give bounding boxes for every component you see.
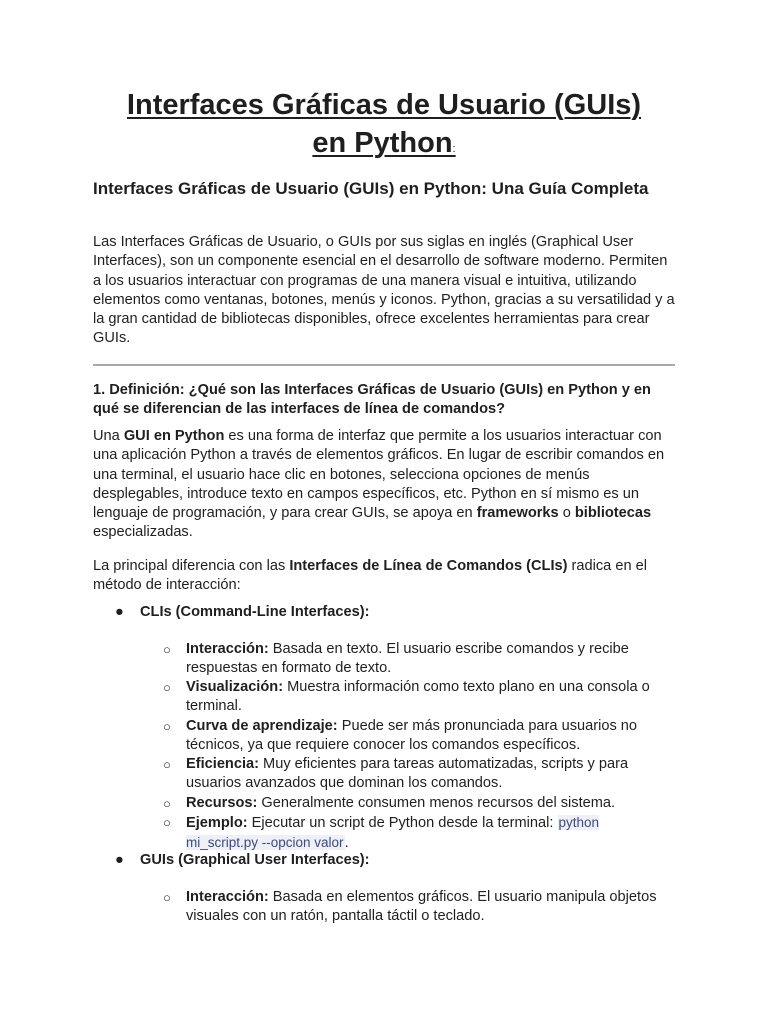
- title-line-2: en Python: [312, 127, 453, 159]
- def-bold-gui: GUI en Python: [123, 428, 225, 444]
- item-term: Recursos:: [186, 795, 258, 811]
- def-bold-frameworks: frameworks: [476, 505, 559, 522]
- item-text: Generalmente consumen menos recursos del sistema.: [257, 795, 616, 811]
- item-text: Muy eficientes para tareas automatizadas, scripts y para usuarios avanzados que dominan los comandos.: [186, 756, 629, 792]
- bullet-dot-icon: ●: [115, 852, 124, 868]
- item-text-end: .: [344, 835, 349, 852]
- title-line-1: Interfaces Gráficas de Usuario (GUIs): [126, 89, 642, 121]
- difference-paragraph: [93, 557, 675, 596]
- diff-bold-cli: Interfaces de Línea de Comandos (CLIs): [289, 558, 568, 574]
- diff-text-1: La principal diferencia con las: [93, 558, 290, 574]
- item-term: Eficiencia:: [186, 756, 259, 772]
- title-colon: :: [452, 143, 456, 155]
- item-term: Interacción:: [186, 889, 269, 905]
- circle-bullet-icon: ○: [163, 680, 171, 695]
- def-text-1: Una: [93, 428, 124, 444]
- def-bold-bibliotecas: bibliotecas: [574, 505, 652, 522]
- item-text: Basada en elementos gráficos. El usuario manipula objetos visuales con un ratón, pantalla táctil o teclado.: [186, 889, 657, 925]
- diff-text-2: radica en el método de interacción:: [93, 558, 647, 594]
- intro-paragraph: Las Interfaces Gráficas de Usuario, o GUIs por sus siglas en inglés (Graphical User Interfaces), son un componente esencial en el desarrollo de software moderno. Permiten a los usuarios interactuar con programas de una manera visual e intuitiva, utilizando elementos como ventanas, botones, menús y iconos. Python, gracias a su versatilidad y a la gran cantidad de bibliotecas disponibles, ofrece excelentes herramientas para crear GUIs.: [93, 234, 675, 347]
- circle-bullet-icon: ○: [163, 796, 171, 811]
- item-text: Puede ser más pronunciada para usuarios no técnicos, ya que requiere conocer los comandos específicos.: [186, 718, 638, 754]
- circle-bullet-icon: ○: [163, 719, 171, 734]
- inline-code: python mi_script.py --opcion valor: [186, 815, 600, 851]
- item-text: Ejecutar un script de Python desde la terminal:: [247, 815, 558, 831]
- item-term: Ejemplo:: [186, 815, 248, 831]
- circle-bullet-icon: ○: [163, 642, 171, 657]
- def-text-2: es una forma de interfaz que permite a los usuarios interactuar con una aplicación Python a través de elementos gráficos. En lugar de escribir comandos en una terminal, el usuario hace clic en botones, selecciona opciones de menús desplegables, introduce texto en campos específicos, etc. Python en sí mismo es un lenguaje de programación, y para crear GUIs, se apoya en: [93, 428, 665, 522]
- item-term: Visualización:: [186, 679, 284, 695]
- circle-bullet-icon: ○: [163, 757, 171, 772]
- bullet-dot-icon: ●: [115, 604, 124, 620]
- item-term: Interacción:: [186, 641, 269, 657]
- circle-bullet-icon: ○: [163, 890, 171, 905]
- cli-label: CLIs (Command-Line Interfaces):: [140, 604, 370, 620]
- def-text-3: o: [558, 505, 575, 522]
- item-text: Basada en texto. El usuario escribe comandos y recibe respuestas en formato de texto.: [186, 641, 629, 677]
- definition-paragraph: [93, 427, 675, 543]
- item-term: Curva de aprendizaje:: [186, 718, 338, 734]
- def-text-4: especializadas.: [93, 524, 193, 541]
- subtitle-heading: Interfaces Gráficas de Usuario (GUIs) en Python: Una Guía Completa: [93, 179, 649, 198]
- circle-bullet-icon: ○: [163, 815, 171, 830]
- horizontal-divider: [93, 364, 675, 366]
- item-text: Muestra información como texto plano en una consola o terminal.: [186, 679, 650, 715]
- document-title: [93, 86, 675, 168]
- gui-label: GUIs (Graphical User Interfaces):: [140, 852, 370, 868]
- section-1-heading: 1. Definición: ¿Qué son las Interfaces Gráficas de Usuario (GUIs) en Python y en qué se diferencian de las interfaces de línea de comandos?: [93, 382, 651, 418]
